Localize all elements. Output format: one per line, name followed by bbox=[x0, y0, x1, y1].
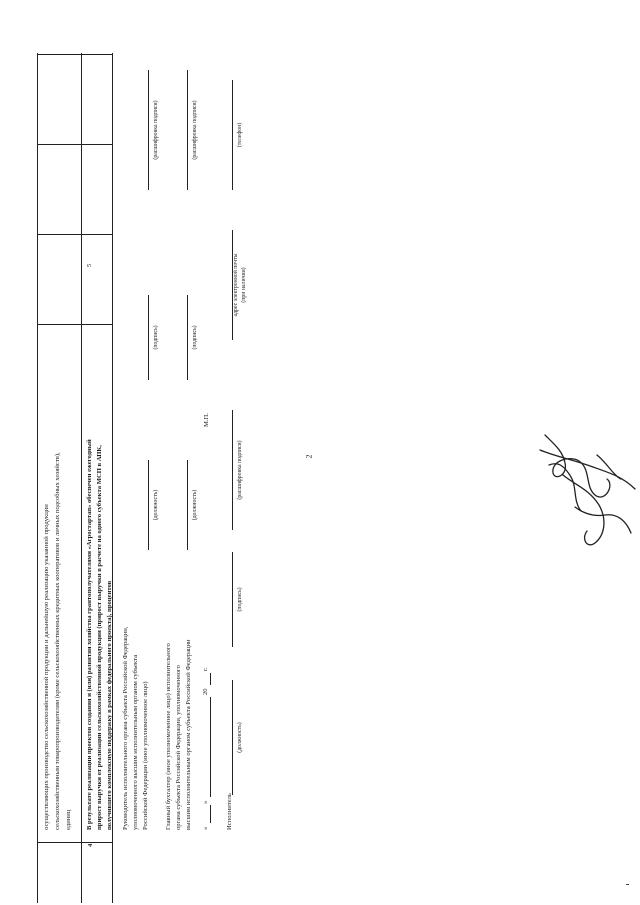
executor-position-line bbox=[232, 680, 233, 795]
table-row-divider bbox=[81, 53, 82, 903]
executor-label: Исполнитель bbox=[226, 793, 233, 830]
head-signature-line bbox=[148, 295, 149, 380]
table-row4-line: В результате реализации проектов создания и (или) развития хозяйства грантополучателями «Агростартап» обеспечен ежегодный bbox=[86, 439, 93, 830]
table-top-border bbox=[37, 53, 38, 903]
executor-email-caption-2: (при наличии) bbox=[241, 267, 247, 303]
head-position-caption: (должность) bbox=[153, 489, 159, 521]
table-row-prev-line: осуществляющих производство сельскохозяйственной продукции и дальнейшую реализацию указанной продукции bbox=[43, 504, 50, 830]
executor-signature-caption: (подпись) bbox=[237, 587, 243, 612]
head-title-line: Российской Федерации (иное уполномоченное лицо) bbox=[142, 681, 149, 830]
executor-decoding-line bbox=[232, 410, 233, 530]
head-signature-caption: (подпись) bbox=[153, 325, 159, 350]
accountant-title-line: высшим исполнительным органом субъекта Российской Федерации bbox=[185, 639, 192, 830]
head-position-line bbox=[148, 460, 149, 550]
table-row-prev-line: сельскохозяйственным товаропроизводителям (кроме сельскохозяйственных кредитных кооперативов и личных подсобных хозяйств), bbox=[54, 452, 61, 830]
date-day-line bbox=[210, 805, 211, 823]
executor-decoding-caption: (расшифровка подписи) bbox=[237, 440, 243, 500]
date-year-suffix: г. bbox=[202, 667, 209, 671]
table-row-prev-line: единиц bbox=[65, 809, 72, 830]
table-row4-value: 5 bbox=[86, 263, 93, 267]
head-decoding-line bbox=[148, 70, 149, 190]
executor-phone-caption: (телефон) bbox=[237, 122, 243, 148]
stamp-place-mark: М.П. bbox=[203, 413, 210, 427]
table-row4-number: 4 bbox=[87, 843, 94, 847]
date-month-line bbox=[210, 697, 211, 797]
date-year-prefix: 20 bbox=[202, 688, 209, 695]
date-close-quote: » bbox=[202, 800, 209, 804]
accountant-signature-line bbox=[187, 295, 188, 380]
table-col-divider bbox=[37, 234, 112, 235]
accountant-signature-caption: (подпись) bbox=[192, 325, 198, 350]
date-open-quote: « bbox=[202, 826, 209, 830]
head-title-line: Руководитель исполнительного органа субъекта Российской Федерации, bbox=[122, 626, 129, 830]
date-year-line bbox=[210, 673, 211, 685]
head-decoding-caption: (расшифровка подписи) bbox=[153, 100, 159, 160]
executor-email-caption-1: адрес электронной почты bbox=[233, 253, 239, 317]
accountant-position-caption: (должность) bbox=[192, 489, 198, 521]
executor-position-caption: (должность) bbox=[237, 722, 243, 753]
head-title-line: уполномоченного высшим исполнительным органом субъекта bbox=[132, 654, 139, 830]
accountant-decoding-line bbox=[187, 70, 188, 190]
executor-phone-line bbox=[232, 80, 233, 190]
executor-signature-line bbox=[232, 552, 233, 647]
table-col-divider bbox=[37, 54, 112, 55]
accountant-title-line: органа субъекта Российской Федерации, уполномоченного bbox=[175, 665, 182, 830]
table-row4-line: получившего комплексную поддержку в рамках федерального проекта), процентов bbox=[106, 580, 113, 830]
page-number: 2 bbox=[304, 454, 314, 459]
accountant-decoding-caption: (расшифровка подписи) bbox=[192, 100, 198, 160]
accountant-title-line: Главный бухгалтер (иное уполномоченное лицо) исполнительного bbox=[165, 643, 172, 830]
table-col-divider bbox=[37, 842, 112, 843]
table-col-divider bbox=[37, 324, 112, 325]
table-row4-line: прирост выручки от реализации сельскохозяйственной продукции (прирост выручки в расчете на одного субъекта МСП в АПК, bbox=[96, 445, 103, 830]
accountant-position-line bbox=[187, 460, 188, 550]
table-col-divider bbox=[37, 144, 112, 145]
